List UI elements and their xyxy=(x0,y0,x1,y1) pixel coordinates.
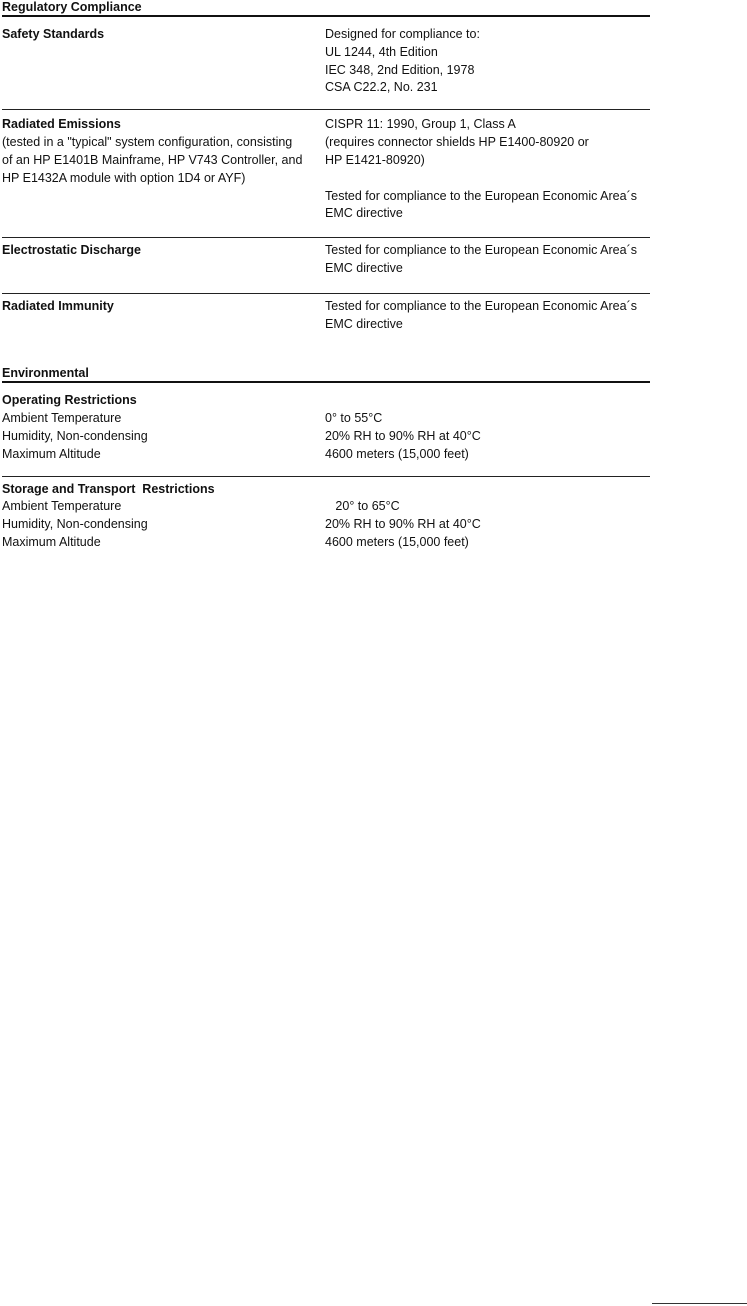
storage-transport-label: Storage and Transport Restrictions xyxy=(2,481,215,496)
electrostatic-discharge-label: Electrostatic Discharge xyxy=(2,243,141,258)
electrostatic-discharge-label-col xyxy=(2,242,325,278)
operating-restrictions-row xyxy=(2,383,650,476)
storage-param: Humidity, Non-condensing xyxy=(2,517,148,532)
radiated-immunity-values xyxy=(325,298,650,334)
spec-value-line: Designed for compliance to: xyxy=(325,27,480,41)
spec-value-line: 20% RH to 90% RH at 40°C xyxy=(325,428,481,443)
spec-value-line: CSA C22.2, No. 231 xyxy=(325,80,438,95)
spec-value-line: HP E1421-80920) xyxy=(325,152,425,167)
radiated-immunity-row xyxy=(2,294,650,364)
storage-transport-values xyxy=(325,481,650,552)
operating-param: Ambient Temperature xyxy=(2,411,122,426)
regulatory-compliance-heading: Regulatory Compliance xyxy=(2,0,650,17)
storage-transport-restrictions-row xyxy=(2,477,650,552)
operating-param: Humidity, Non-condensing xyxy=(2,428,148,443)
safety-standards-label-col xyxy=(2,26,325,97)
radiated-emissions-note: (tested in a "typical" system configuration, consisting xyxy=(2,134,293,149)
radiated-immunity-label: Radiated Immunity xyxy=(2,298,114,313)
storage-param: Maximum Altitude xyxy=(2,534,101,549)
safety-standards-values xyxy=(325,26,650,97)
storage-param: Ambient Temperature xyxy=(2,499,122,514)
spec-value-line: Tested for compliance to the European Economic Area´s xyxy=(325,188,637,203)
spec-value-line: 4600 meters (15,000 feet) xyxy=(325,446,469,461)
operating-restrictions-label: Operating Restrictions xyxy=(2,393,137,408)
spec-value-line: 4600 meters (15,000 feet) xyxy=(325,534,469,549)
operating-restrictions-label-col xyxy=(2,392,325,463)
spec-value-line: 20% RH to 90% RH at 40°C xyxy=(325,517,481,532)
safety-standards-row xyxy=(2,17,650,110)
spec-value-line: 20° to 65°C xyxy=(325,499,400,514)
electrostatic-discharge-row xyxy=(2,238,650,294)
radiated-emissions-row xyxy=(2,110,650,238)
spec-value-line: Tested for compliance to the European Economic Area´s xyxy=(325,243,637,258)
operating-param: Maximum Altitude xyxy=(2,446,101,461)
radiated-emissions-label-col xyxy=(2,116,325,223)
spec-value-line: EMC directive xyxy=(325,260,403,275)
storage-transport-label-col xyxy=(2,481,325,552)
spec-page xyxy=(2,0,650,552)
operating-restrictions-values xyxy=(325,392,650,463)
spec-value-line: IEC 348, 2nd Edition, 1978 xyxy=(325,62,475,77)
spec-value-line: Tested for compliance to the European Economic Area´s xyxy=(325,298,637,313)
spec-value-line: 0° to 55°C xyxy=(325,411,383,426)
environmental-heading: Environmental xyxy=(2,363,650,383)
safety-standards-label: Safety Standards xyxy=(2,27,105,41)
spec-value-line: EMC directive xyxy=(325,206,403,221)
footer-rule xyxy=(652,1303,747,1304)
radiated-emissions-values xyxy=(325,116,650,223)
spec-value-line: (requires connector shields HP E1400-80920 or xyxy=(325,134,589,149)
radiated-immunity-label-col xyxy=(2,298,325,334)
radiated-emissions-note: of an HP E1401B Mainframe, HP V743 Controller, and xyxy=(2,152,303,167)
spec-value-line: CISPR 11: 1990, Group 1, Class A xyxy=(325,117,516,132)
value-spacer xyxy=(325,170,650,188)
radiated-emissions-note: HP E1432A module with option 1D4 or AYF) xyxy=(2,170,246,185)
electrostatic-discharge-values xyxy=(325,242,650,278)
spec-value-line: UL 1244, 4th Edition xyxy=(325,44,438,59)
spec-value-line: EMC directive xyxy=(325,316,403,331)
radiated-emissions-label: Radiated Emissions xyxy=(2,117,121,132)
